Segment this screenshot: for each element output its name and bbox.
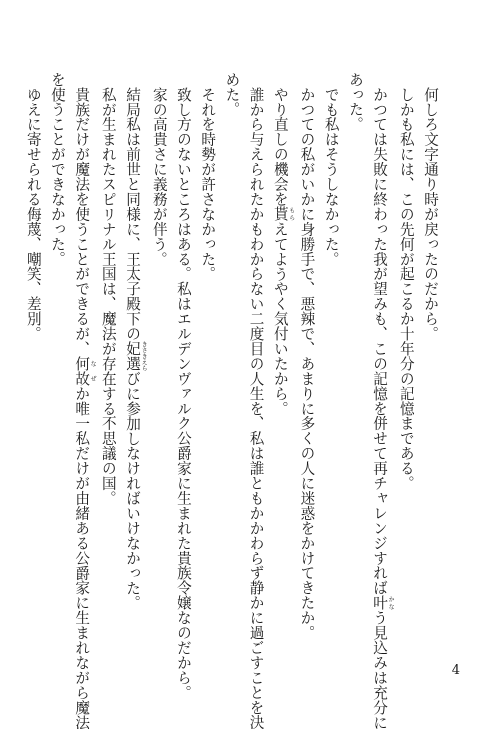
ruby-base: 何故: [73, 355, 91, 386]
text-fragment: か唯一私だけが由緒ある公爵家に生まれながら魔法: [73, 385, 91, 729]
ruby-reading: もら: [287, 206, 295, 222]
ruby-base: 貰: [271, 206, 289, 222]
text-fragment: えてようやく気付いたから。: [271, 221, 289, 416]
text-line: 家の高貴さに義務が伴う。: [150, 86, 168, 266]
text-fragment: びに参加しなければいけなかった。: [124, 370, 142, 610]
text-fragment: やり直しの機会を: [271, 86, 289, 207]
text-fragment: 結局私は前世と同様に、王太子殿下の: [124, 86, 142, 341]
ruby-base: 妃選: [124, 340, 142, 371]
text-line: 私が生まれたスピリナル王国は、魔法が存在する不思議の国。: [99, 86, 117, 506]
text-line: かつての私がいかに身勝手で、悪辣で、あまりに多くの人に迷惑をかけてきたか。: [298, 86, 316, 640]
text-line: それを時勢が許さなかった。: [199, 86, 217, 281]
text-line: [268, 72, 295, 632]
text-line: [367, 72, 395, 729]
text-line: 致し方のないところはある。私はエルデンヴァルク公爵家に生まれた貴族令嬢なのだから。: [174, 86, 192, 700]
text-line: を使うことができなかった。: [48, 72, 66, 267]
text-line: [120, 72, 147, 632]
text-line: あった。: [346, 72, 364, 132]
text-fragment: う見込みは充分に: [371, 609, 389, 729]
text-line: 何しろ文字通り時が戻ったのだから。: [422, 86, 439, 341]
text-fragment: 貴族だけが魔法を使うことができるが、: [73, 86, 91, 356]
page-number: 4: [451, 663, 460, 678]
text-line: しかも私には、この先何が起こるか十年分の記憶まである。: [397, 86, 415, 491]
ruby-reading: なぜ: [89, 355, 97, 386]
text-line: ゆえに寄せられる侮蔑、嘲笑、差別。: [24, 86, 42, 341]
ruby-annotation: [73, 355, 97, 386]
text-line: でも私はそうしなかった。: [322, 86, 340, 266]
ruby-annotation: [271, 206, 295, 222]
ruby-reading: きさきえら: [140, 340, 148, 371]
text-fragment: かつては失敗に終わった我が望みも、この記憶を併せて再チャレンジすれば: [371, 86, 389, 595]
ruby-annotation: [371, 594, 395, 610]
vertical-text-body: [24, 72, 442, 729]
ruby-annotation: [124, 340, 148, 371]
text-line: 誰から与えられたかもわからない二度目の人生を、私は誰ともかかわらず静かに過ごすことを決: [247, 86, 265, 729]
ruby-base: 叶: [371, 594, 389, 610]
ruby-reading: かな: [387, 594, 395, 610]
text-line: [69, 72, 97, 729]
text-line: めた。: [223, 72, 241, 117]
